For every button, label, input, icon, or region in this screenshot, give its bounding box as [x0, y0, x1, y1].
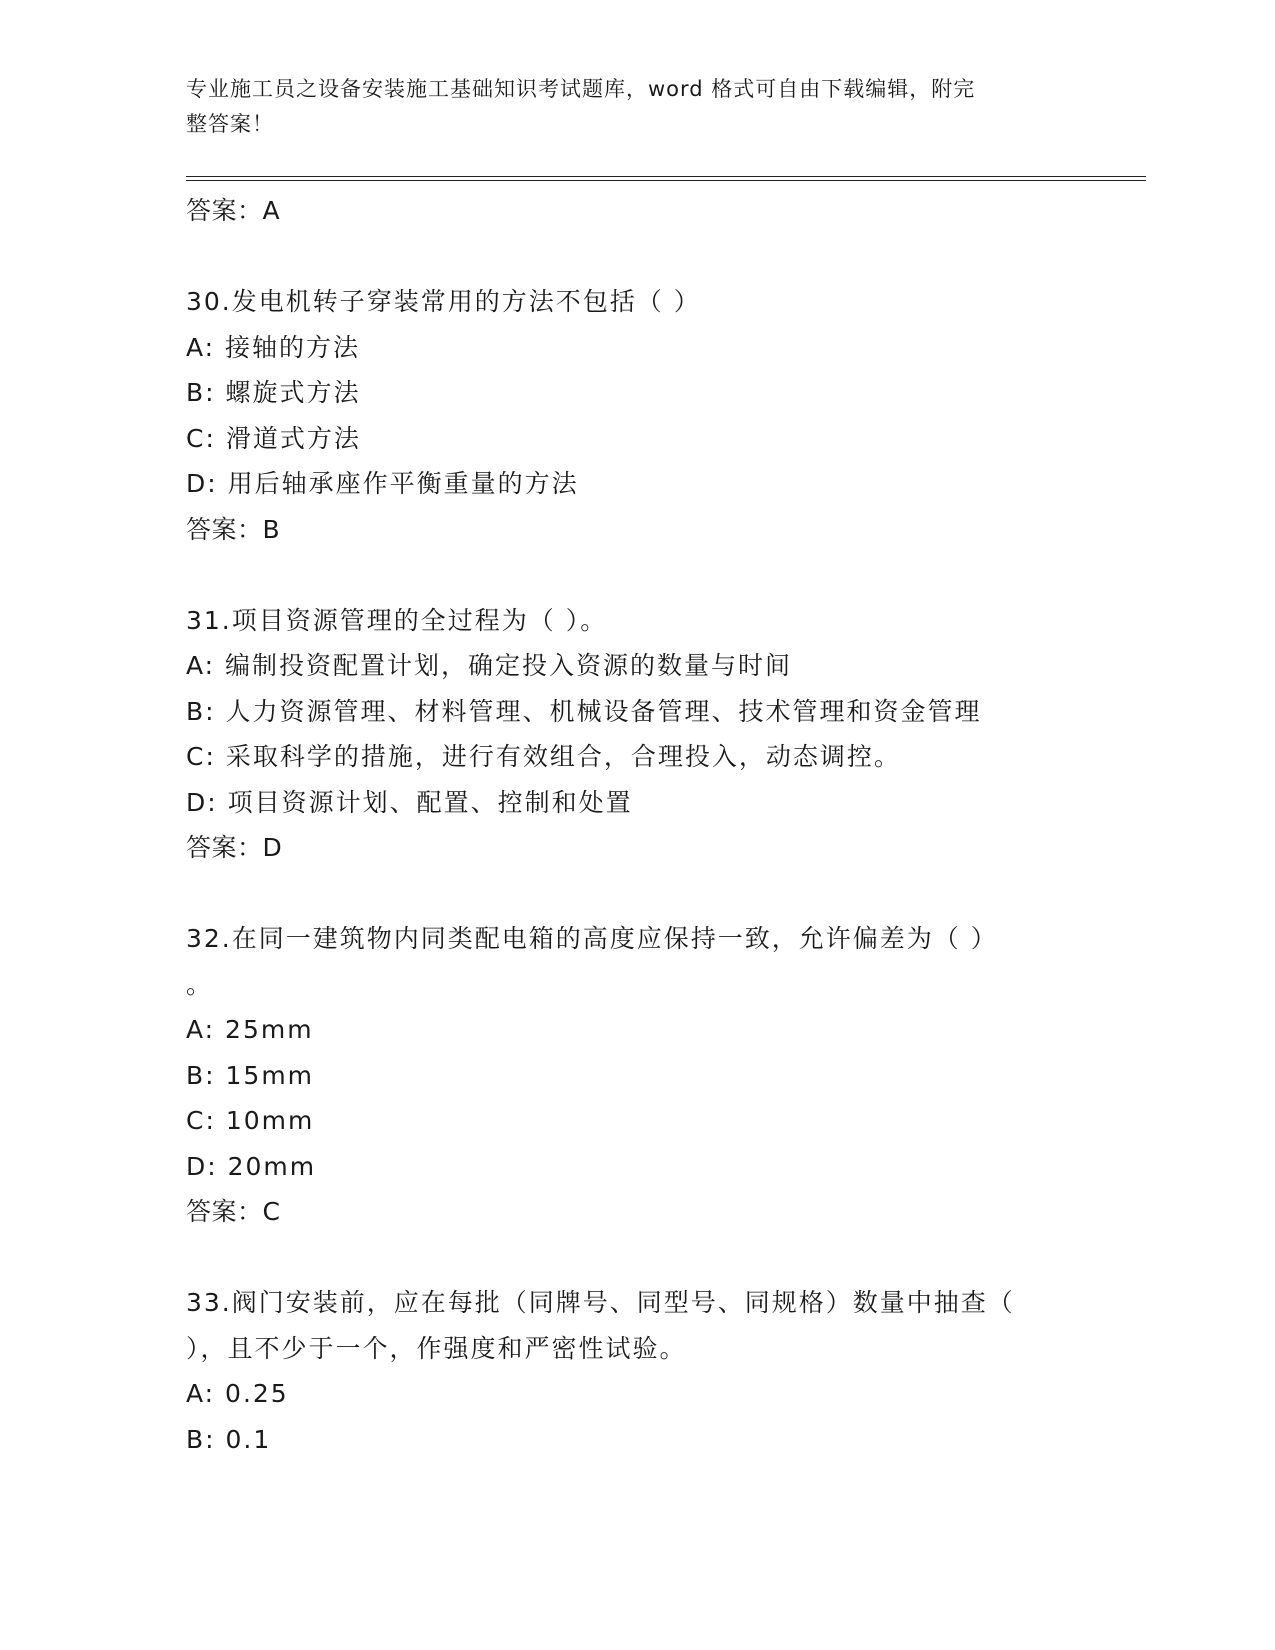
question-30 — [186, 279, 1186, 552]
question-31 — [186, 598, 1186, 871]
option-c: C: 10mm — [186, 1106, 315, 1135]
answer-line: 答案：C — [186, 1197, 281, 1226]
question-stem: 30.发电机转子穿装常用的方法不包括（ ） — [186, 287, 701, 316]
answer-line: 答案：D — [186, 833, 283, 862]
question-list — [186, 188, 1186, 1462]
option-a: A: 25mm — [186, 1015, 314, 1044]
header-divider-bottom — [186, 180, 1146, 181]
question-stem: 32.在同一建筑物内同类配电箱的高度应保持一致，允许偏差为（ ） — [186, 924, 998, 953]
question-stem: 31.项目资源管理的全过程为（ ）。 — [186, 605, 608, 635]
spacer — [186, 233, 1186, 279]
question-33 — [186, 1280, 1186, 1462]
header-line-1: 专业施工员之设备安装施工基础知识考试题库，word 格式可自由下载编辑，附完 — [186, 77, 976, 101]
question-stem: 33.阀门安装前，应在每批（同牌号、同型号、同规格）数量中抽查（ — [186, 1288, 1015, 1317]
spacer — [186, 1234, 1186, 1280]
option-c: C: 采取科学的措施，进行有效组合，合理投入，动态调控。 — [186, 742, 901, 771]
question-stem-continued: 。 — [186, 969, 214, 999]
option-b: B: 15mm — [186, 1060, 315, 1090]
option-b: B: 0.1 — [186, 1424, 272, 1454]
spacer — [186, 552, 1186, 598]
question-stem-continued: ），且不少于一个，作强度和严密性试验。 — [186, 1333, 687, 1363]
option-b: B: 人力资源管理、材料管理、机械设备管理、技术管理和资金管理 — [186, 696, 982, 726]
header-divider-top — [186, 176, 1146, 177]
option-a: A: 接轴的方法 — [186, 332, 361, 362]
option-c: C: 滑道式方法 — [186, 423, 361, 453]
question-32 — [186, 916, 1186, 1234]
option-b: B: 螺旋式方法 — [186, 378, 361, 407]
option-d: D: 用后轴承座作平衡重量的方法 — [186, 469, 579, 498]
header-line-2: 整答案！ — [186, 112, 274, 136]
option-a: A: 0.25 — [186, 1379, 289, 1408]
spacer — [186, 870, 1186, 916]
option-a: A: 编制投资配置计划，确定投入资源的数量与时间 — [186, 651, 793, 680]
option-d: D: 项目资源计划、配置、控制和处置 — [186, 787, 633, 817]
option-d: D: 20mm — [186, 1151, 317, 1181]
answer-line: 答案：B — [186, 514, 281, 544]
document-header — [186, 72, 1066, 142]
answer-line: 答案：A — [186, 196, 281, 225]
